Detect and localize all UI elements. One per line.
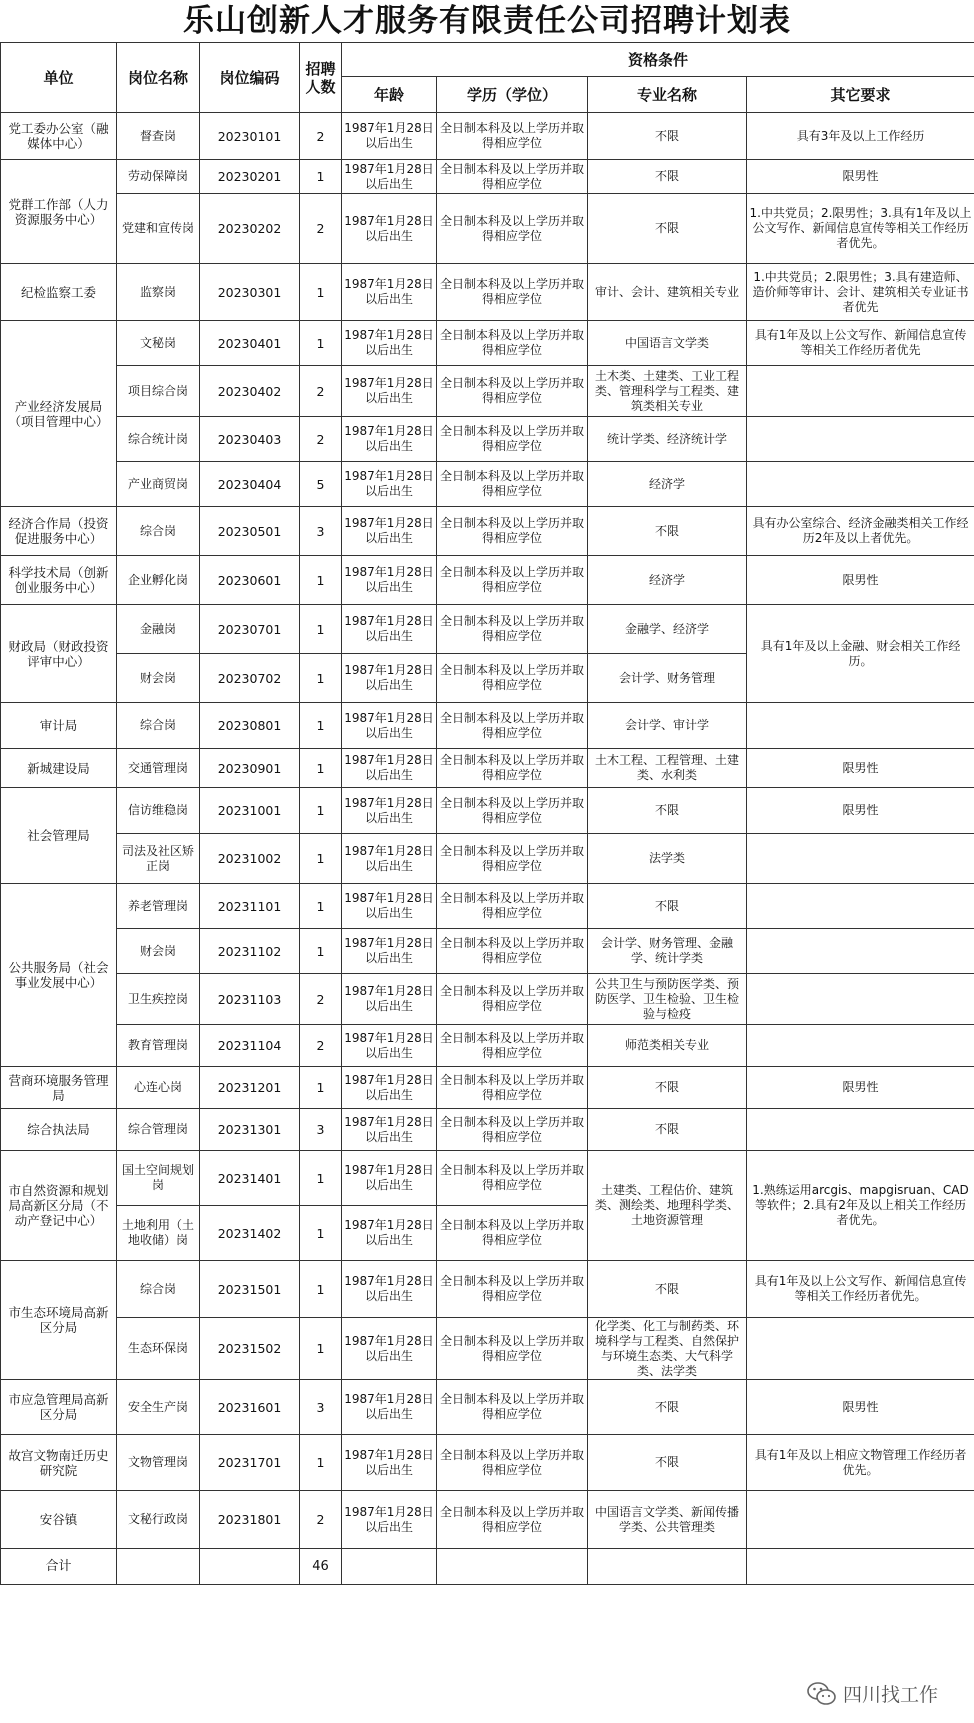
code-cell: 20230101 — [200, 113, 300, 160]
major-cell: 不限 — [588, 194, 747, 264]
count-cell: 3 — [300, 507, 342, 556]
code-cell: 20231103 — [200, 974, 300, 1025]
position-cell: 生态环保岗 — [117, 1318, 200, 1380]
position-cell: 文秘行政岗 — [117, 1491, 200, 1549]
education-cell: 全日制本科及以上学历并取得相应学位 — [437, 1380, 588, 1435]
position-cell: 教育管理岗 — [117, 1025, 200, 1067]
age-cell: 1987年1月28日以后出生 — [342, 321, 437, 366]
code-cell: 20230501 — [200, 507, 300, 556]
table-row — [1, 1261, 974, 1318]
count-cell: 2 — [300, 1025, 342, 1067]
unit-cell: 故宫文物南迁历史研究院 — [1, 1435, 117, 1491]
major-cell: 法学类 — [588, 834, 747, 884]
count-cell: 2 — [300, 1491, 342, 1549]
total-count: 46 — [300, 1549, 342, 1585]
position-cell: 卫生疾控岗 — [117, 974, 200, 1025]
major-cell: 土建类、工程估价、建筑类、测绘类、地理科学类、土地资源管理 — [588, 1151, 747, 1261]
unit-cell: 财政局（财政投资评审中心） — [1, 605, 117, 703]
major-cell: 中国语言文学类、新闻传播学类、公共管理类 — [588, 1491, 747, 1549]
code-cell: 20231102 — [200, 929, 300, 974]
count-cell: 1 — [300, 929, 342, 974]
empty-cell — [588, 1549, 747, 1585]
education-cell: 全日制本科及以上学历并取得相应学位 — [437, 1025, 588, 1067]
other-cell — [747, 1025, 974, 1067]
other-cell: 具有办公室综合、经济金融类相关工作经历2年及以上者优先。 — [747, 507, 974, 556]
position-cell: 信访维稳岗 — [117, 788, 200, 834]
position-cell: 劳动保障岗 — [117, 160, 200, 194]
code-cell: 20231701 — [200, 1435, 300, 1491]
count-cell: 1 — [300, 654, 342, 703]
age-cell: 1987年1月28日以后出生 — [342, 605, 437, 654]
count-cell: 1 — [300, 605, 342, 654]
major-cell: 不限 — [588, 1109, 747, 1151]
count-cell: 3 — [300, 1380, 342, 1435]
other-cell: 1.中共党员；2.限男性；3.具有1年及以上公文写作、新闻信息宣传等相关工作经历者优先。 — [747, 194, 974, 264]
table-row — [1, 1025, 974, 1067]
count-cell: 1 — [300, 834, 342, 884]
code-cell: 20231502 — [200, 1318, 300, 1380]
unit-cell: 党群工作部（人力资源服务中心） — [1, 160, 117, 264]
unit-cell: 公共服务局（社会事业发展中心） — [1, 884, 117, 1067]
recruitment-table — [0, 42, 974, 1585]
code-cell: 20231601 — [200, 1380, 300, 1435]
age-cell: 1987年1月28日以后出生 — [342, 507, 437, 556]
age-cell: 1987年1月28日以后出生 — [342, 749, 437, 788]
empty-cell — [747, 1549, 974, 1585]
count-cell: 1 — [300, 264, 342, 321]
table-row — [1, 749, 974, 788]
code-cell: 20231101 — [200, 884, 300, 929]
code-cell: 20230701 — [200, 605, 300, 654]
age-cell: 1987年1月28日以后出生 — [342, 1151, 437, 1206]
other-cell — [747, 703, 974, 749]
education-cell: 全日制本科及以上学历并取得相应学位 — [437, 366, 588, 417]
count-cell: 1 — [300, 884, 342, 929]
other-cell — [747, 929, 974, 974]
education-cell: 全日制本科及以上学历并取得相应学位 — [437, 929, 588, 974]
other-cell: 具有1年及以上公文写作、新闻信息宣传等相关工作经历者优先。 — [747, 1261, 974, 1318]
table-row — [1, 884, 974, 929]
empty-cell — [437, 1549, 588, 1585]
major-cell: 不限 — [588, 1261, 747, 1318]
other-cell — [747, 1109, 974, 1151]
unit-cell: 纪检监察工委 — [1, 264, 117, 321]
table-row — [1, 113, 974, 160]
page-title: 乐山创新人才服务有限责任公司招聘计划表 — [183, 3, 791, 39]
position-cell: 党建和宣传岗 — [117, 194, 200, 264]
major-cell: 土木工程、工程管理、土建类、水利类 — [588, 749, 747, 788]
position-cell: 土地利用（土地收储）岗 — [117, 1206, 200, 1261]
watermark-text: 四川找工作 — [842, 1684, 938, 1706]
table-row — [1, 929, 974, 974]
empty-cell — [117, 1549, 200, 1585]
count-cell: 1 — [300, 1151, 342, 1206]
code-cell: 20230702 — [200, 654, 300, 703]
education-cell: 全日制本科及以上学历并取得相应学位 — [437, 1151, 588, 1206]
table-row — [1, 462, 974, 507]
age-cell: 1987年1月28日以后出生 — [342, 1206, 437, 1261]
position-cell: 安全生产岗 — [117, 1380, 200, 1435]
major-cell: 审计、会计、建筑相关专业 — [588, 264, 747, 321]
age-cell: 1987年1月28日以后出生 — [342, 834, 437, 884]
table-row — [1, 264, 974, 321]
education-cell: 全日制本科及以上学历并取得相应学位 — [437, 264, 588, 321]
age-cell: 1987年1月28日以后出生 — [342, 974, 437, 1025]
age-cell: 1987年1月28日以后出生 — [342, 160, 437, 194]
table-row — [1, 321, 974, 366]
code-cell: 20230601 — [200, 556, 300, 605]
unit-cell: 市应急管理局高新区分局 — [1, 1380, 117, 1435]
major-cell: 不限 — [588, 507, 747, 556]
table-row — [1, 160, 974, 194]
major-cell: 化学类、化工与制药类、环境科学与工程类、自然保护与环境生态类、大气科学类、法学类 — [588, 1318, 747, 1380]
table-row — [1, 1491, 974, 1549]
education-cell: 全日制本科及以上学历并取得相应学位 — [437, 654, 588, 703]
count-cell: 1 — [300, 1318, 342, 1380]
major-cell: 统计学类、经济统计学 — [588, 417, 747, 462]
other-cell: 限男性 — [747, 749, 974, 788]
table-row — [1, 556, 974, 605]
header-count: 招聘人数 — [300, 43, 342, 113]
position-cell: 心连心岗 — [117, 1067, 200, 1109]
education-cell: 全日制本科及以上学历并取得相应学位 — [437, 462, 588, 507]
position-cell: 项目综合岗 — [117, 366, 200, 417]
total-label: 合计 — [1, 1549, 117, 1585]
code-cell: 20231002 — [200, 834, 300, 884]
code-cell: 20230404 — [200, 462, 300, 507]
code-cell: 20230403 — [200, 417, 300, 462]
education-cell: 全日制本科及以上学历并取得相应学位 — [437, 1067, 588, 1109]
unit-cell: 营商环境服务管理局 — [1, 1067, 117, 1109]
age-cell: 1987年1月28日以后出生 — [342, 1261, 437, 1318]
count-cell: 2 — [300, 113, 342, 160]
age-cell: 1987年1月28日以后出生 — [342, 1491, 437, 1549]
count-cell: 2 — [300, 194, 342, 264]
other-cell — [747, 1491, 974, 1549]
other-cell: 限男性 — [747, 1067, 974, 1109]
table-row — [1, 417, 974, 462]
education-cell: 全日制本科及以上学历并取得相应学位 — [437, 884, 588, 929]
position-cell: 产业商贸岗 — [117, 462, 200, 507]
education-cell: 全日制本科及以上学历并取得相应学位 — [437, 605, 588, 654]
code-cell: 20231301 — [200, 1109, 300, 1151]
major-cell: 不限 — [588, 160, 747, 194]
education-cell: 全日制本科及以上学历并取得相应学位 — [437, 749, 588, 788]
education-cell: 全日制本科及以上学历并取得相应学位 — [437, 194, 588, 264]
age-cell: 1987年1月28日以后出生 — [342, 366, 437, 417]
major-cell: 师范类相关专业 — [588, 1025, 747, 1067]
table-row — [1, 703, 974, 749]
header-code: 岗位编码 — [200, 43, 300, 113]
education-cell: 全日制本科及以上学历并取得相应学位 — [437, 788, 588, 834]
age-cell: 1987年1月28日以后出生 — [342, 556, 437, 605]
other-cell — [747, 834, 974, 884]
age-cell: 1987年1月28日以后出生 — [342, 264, 437, 321]
education-cell: 全日制本科及以上学历并取得相应学位 — [437, 1109, 588, 1151]
other-cell — [747, 462, 974, 507]
other-cell — [747, 884, 974, 929]
count-cell: 2 — [300, 366, 342, 417]
count-cell: 1 — [300, 1206, 342, 1261]
unit-cell: 产业经济发展局（项目管理中心） — [1, 321, 117, 507]
education-cell: 全日制本科及以上学历并取得相应学位 — [437, 417, 588, 462]
position-cell: 综合岗 — [117, 507, 200, 556]
header-other: 其它要求 — [747, 77, 974, 113]
age-cell: 1987年1月28日以后出生 — [342, 417, 437, 462]
count-cell: 3 — [300, 1109, 342, 1151]
education-cell: 全日制本科及以上学历并取得相应学位 — [437, 160, 588, 194]
count-cell: 1 — [300, 160, 342, 194]
position-cell: 督查岗 — [117, 113, 200, 160]
code-cell: 20231801 — [200, 1491, 300, 1549]
education-cell: 全日制本科及以上学历并取得相应学位 — [437, 1491, 588, 1549]
position-cell: 金融岗 — [117, 605, 200, 654]
code-cell: 20230402 — [200, 366, 300, 417]
other-cell: 具有1年及以上公文写作、新闻信息宣传等相关工作经历者优先 — [747, 321, 974, 366]
position-cell: 交通管理岗 — [117, 749, 200, 788]
position-cell: 文物管理岗 — [117, 1435, 200, 1491]
major-cell: 不限 — [588, 788, 747, 834]
table-row — [1, 974, 974, 1025]
position-cell: 企业孵化岗 — [117, 556, 200, 605]
age-cell: 1987年1月28日以后出生 — [342, 929, 437, 974]
age-cell: 1987年1月28日以后出生 — [342, 1318, 437, 1380]
table-row — [1, 1318, 974, 1380]
empty-cell — [200, 1549, 300, 1585]
unit-cell: 审计局 — [1, 703, 117, 749]
position-cell: 监察岗 — [117, 264, 200, 321]
age-cell: 1987年1月28日以后出生 — [342, 194, 437, 264]
empty-cell — [342, 1549, 437, 1585]
position-cell: 文秘岗 — [117, 321, 200, 366]
table-row — [1, 788, 974, 834]
position-cell: 综合统计岗 — [117, 417, 200, 462]
major-cell: 不限 — [588, 884, 747, 929]
position-cell: 综合岗 — [117, 1261, 200, 1318]
education-cell: 全日制本科及以上学历并取得相应学位 — [437, 556, 588, 605]
table-row — [1, 507, 974, 556]
position-cell: 综合管理岗 — [117, 1109, 200, 1151]
major-cell: 会计学、财务管理、金融学、统计学类 — [588, 929, 747, 974]
other-cell — [747, 1318, 974, 1380]
count-cell: 2 — [300, 974, 342, 1025]
code-cell: 20231402 — [200, 1206, 300, 1261]
unit-cell: 社会管理局 — [1, 788, 117, 884]
watermark — [807, 1680, 938, 1707]
other-cell — [747, 417, 974, 462]
unit-cell: 科学技术局（创新创业服务中心） — [1, 556, 117, 605]
major-cell: 不限 — [588, 113, 747, 160]
count-cell: 1 — [300, 556, 342, 605]
wechat-icon — [807, 1681, 837, 1707]
table-row — [1, 1151, 974, 1206]
other-cell: 限男性 — [747, 788, 974, 834]
position-cell: 司法及社区矫正岗 — [117, 834, 200, 884]
count-cell: 1 — [300, 321, 342, 366]
header-major: 专业名称 — [588, 77, 747, 113]
total-row — [1, 1549, 974, 1585]
unit-cell: 综合执法局 — [1, 1109, 117, 1151]
other-cell: 限男性 — [747, 160, 974, 194]
major-cell: 土木类、土建类、工业工程类、管理科学与工程类、建筑类相关专业 — [588, 366, 747, 417]
other-cell: 具有1年及以上金融、财会相关工作经历。 — [747, 605, 974, 703]
education-cell: 全日制本科及以上学历并取得相应学位 — [437, 507, 588, 556]
education-cell: 全日制本科及以上学历并取得相应学位 — [437, 321, 588, 366]
education-cell: 全日制本科及以上学历并取得相应学位 — [437, 1435, 588, 1491]
code-cell: 20231001 — [200, 788, 300, 834]
education-cell: 全日制本科及以上学历并取得相应学位 — [437, 1206, 588, 1261]
code-cell: 20231501 — [200, 1261, 300, 1318]
header-unit: 单位 — [1, 43, 117, 113]
table-row — [1, 1380, 974, 1435]
code-cell: 20230201 — [200, 160, 300, 194]
table-row — [1, 834, 974, 884]
age-cell: 1987年1月28日以后出生 — [342, 1025, 437, 1067]
other-cell: 限男性 — [747, 1380, 974, 1435]
other-cell: 1.熟练运用arcgis、mapgisruan、CAD等软件；2.具有2年及以上相关工作经历者优先。 — [747, 1151, 974, 1261]
code-cell: 20230202 — [200, 194, 300, 264]
code-cell: 20231401 — [200, 1151, 300, 1206]
count-cell: 1 — [300, 1067, 342, 1109]
major-cell: 经济学 — [588, 462, 747, 507]
header-position: 岗位名称 — [117, 43, 200, 113]
other-cell: 1.中共党员；2.限男性；3.具有建造师、造价师等审计、会计、建筑相关专业证书者优先 — [747, 264, 974, 321]
header-qualifications: 资格条件 — [342, 43, 974, 77]
education-cell: 全日制本科及以上学历并取得相应学位 — [437, 974, 588, 1025]
major-cell: 经济学 — [588, 556, 747, 605]
age-cell: 1987年1月28日以后出生 — [342, 1109, 437, 1151]
position-cell: 综合岗 — [117, 703, 200, 749]
count-cell: 5 — [300, 462, 342, 507]
education-cell: 全日制本科及以上学历并取得相应学位 — [437, 113, 588, 160]
age-cell: 1987年1月28日以后出生 — [342, 884, 437, 929]
major-cell: 不限 — [588, 1435, 747, 1491]
age-cell: 1987年1月28日以后出生 — [342, 703, 437, 749]
count-cell: 1 — [300, 1435, 342, 1491]
major-cell: 公共卫生与预防医学类、预防医学、卫生检验、卫生检验与检疫 — [588, 974, 747, 1025]
table-row — [1, 605, 974, 654]
other-cell: 具有1年及以上相应文物管理工作经历者优先。 — [747, 1435, 974, 1491]
other-cell: 限男性 — [747, 556, 974, 605]
age-cell: 1987年1月28日以后出生 — [342, 1435, 437, 1491]
header-education: 学历（学位） — [437, 77, 588, 113]
table-row — [1, 194, 974, 264]
age-cell: 1987年1月28日以后出生 — [342, 788, 437, 834]
code-cell: 20230401 — [200, 321, 300, 366]
table-row — [1, 366, 974, 417]
unit-cell: 经济合作局（投资促进服务中心） — [1, 507, 117, 556]
other-cell — [747, 366, 974, 417]
code-cell: 20230901 — [200, 749, 300, 788]
major-cell: 中国语言文学类 — [588, 321, 747, 366]
education-cell: 全日制本科及以上学历并取得相应学位 — [437, 834, 588, 884]
header-age: 年龄 — [342, 77, 437, 113]
position-cell: 财会岗 — [117, 929, 200, 974]
count-cell: 1 — [300, 749, 342, 788]
position-cell: 养老管理岗 — [117, 884, 200, 929]
major-cell: 会计学、审计学 — [588, 703, 747, 749]
age-cell: 1987年1月28日以后出生 — [342, 462, 437, 507]
code-cell: 20230801 — [200, 703, 300, 749]
code-cell: 20231104 — [200, 1025, 300, 1067]
count-cell: 2 — [300, 417, 342, 462]
unit-cell: 新城建设局 — [1, 749, 117, 788]
unit-cell: 党工委办公室（融媒体中心） — [1, 113, 117, 160]
age-cell: 1987年1月28日以后出生 — [342, 654, 437, 703]
education-cell: 全日制本科及以上学历并取得相应学位 — [437, 703, 588, 749]
other-cell — [747, 974, 974, 1025]
major-cell: 金融学、经济学 — [588, 605, 747, 654]
code-cell: 20231201 — [200, 1067, 300, 1109]
major-cell: 不限 — [588, 1067, 747, 1109]
age-cell: 1987年1月28日以后出生 — [342, 113, 437, 160]
major-cell: 会计学、财务管理 — [588, 654, 747, 703]
education-cell: 全日制本科及以上学历并取得相应学位 — [437, 1318, 588, 1380]
education-cell: 全日制本科及以上学历并取得相应学位 — [437, 1261, 588, 1318]
unit-cell: 安谷镇 — [1, 1491, 117, 1549]
count-cell: 1 — [300, 1261, 342, 1318]
table-row — [1, 1109, 974, 1151]
table-row — [1, 1435, 974, 1491]
major-cell: 不限 — [588, 1380, 747, 1435]
unit-cell: 市生态环境局高新区分局 — [1, 1261, 117, 1380]
table-row — [1, 1067, 974, 1109]
code-cell: 20230301 — [200, 264, 300, 321]
count-cell: 1 — [300, 703, 342, 749]
position-cell: 财会岗 — [117, 654, 200, 703]
unit-cell: 市自然资源和规划局高新区分局（不动产登记中心） — [1, 1151, 117, 1261]
other-cell: 具有3年及以上工作经历 — [747, 113, 974, 160]
count-cell: 1 — [300, 788, 342, 834]
age-cell: 1987年1月28日以后出生 — [342, 1380, 437, 1435]
age-cell: 1987年1月28日以后出生 — [342, 1067, 437, 1109]
position-cell: 国土空间规划岗 — [117, 1151, 200, 1206]
